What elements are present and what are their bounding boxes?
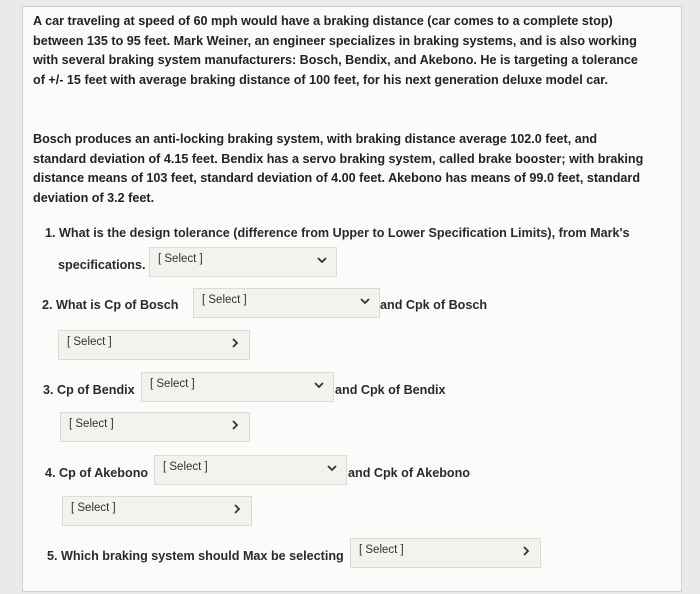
q3-cpk-bendix-select[interactable] bbox=[60, 412, 250, 442]
q2-cpk-bosch-select[interactable] bbox=[58, 330, 250, 360]
question-3-text: 3. Cp of Bendix bbox=[43, 383, 135, 397]
q1-design-tolerance-select[interactable] bbox=[149, 247, 337, 277]
problem-paragraph-1: A car traveling at speed of 60 mph would have a braking distance (car comes to a complete stop) between 135 to 95 feet. Mark Weiner, an engineer specializes in braking systems, and is also working with several braking system manufacturers: Bosch, Bendix, and Akebono. He is targeting a tolerance of +/- 15 feet with average braking distance of 100 feet, for his next generation deluxe model car. bbox=[33, 14, 638, 87]
chevron-down-icon bbox=[520, 545, 532, 557]
question-2-text: 2. What is Cp of Bosch bbox=[42, 298, 179, 312]
question-3-suffix: and Cpk of Bendix bbox=[335, 383, 446, 397]
select-value: [ Select ] bbox=[359, 544, 404, 556]
chevron-down-icon bbox=[359, 295, 371, 307]
select-value: [ Select ] bbox=[202, 294, 247, 306]
select-value: [ Select ] bbox=[69, 418, 114, 430]
problem-paragraph-2: Bosch produces an anti-locking braking system, with braking distance average 102.0 feet, and standard deviation of 4.15 feet. Bendix has a servo braking system, called brake booster; with braking distance means of 103 feet, standard deviation of 4.00 feet. Akebono has means of 99.0 feet, standard deviation of 3.2 feet. bbox=[33, 132, 644, 205]
chevron-down-icon bbox=[316, 254, 328, 266]
select-value: [ Select ] bbox=[163, 461, 208, 473]
q3-cp-bendix-select[interactable] bbox=[141, 372, 334, 402]
question-1-text: 1. What is the design tolerance (difference from Upper to Lower Specification Limits), from Mark's bbox=[45, 226, 630, 240]
question-4-suffix: and Cpk of Akebono bbox=[348, 466, 470, 480]
select-value: [ Select ] bbox=[71, 502, 116, 514]
chevron-down-icon bbox=[229, 419, 241, 431]
chevron-down-icon bbox=[229, 337, 241, 349]
question-4-text: 4. Cp of Akebono bbox=[45, 466, 149, 480]
chevron-down-icon bbox=[326, 462, 338, 474]
select-value: [ Select ] bbox=[67, 336, 112, 348]
chevron-down-icon bbox=[231, 503, 243, 515]
q5-braking-system-select[interactable] bbox=[350, 538, 541, 568]
select-value: [ Select ] bbox=[150, 378, 195, 390]
select-value: [ Select ] bbox=[158, 253, 203, 265]
q2-cp-bosch-select[interactable] bbox=[193, 288, 380, 318]
question-5-text: 5. Which braking system should Max be selecting bbox=[47, 549, 344, 563]
q4-cpk-akebono-select[interactable] bbox=[62, 496, 252, 526]
question-1-text-cont: specifications. bbox=[58, 258, 146, 272]
chevron-down-icon bbox=[313, 379, 325, 391]
question-2-suffix: and Cpk of Bosch bbox=[380, 298, 488, 312]
q4-cp-akebono-select[interactable] bbox=[154, 455, 347, 485]
